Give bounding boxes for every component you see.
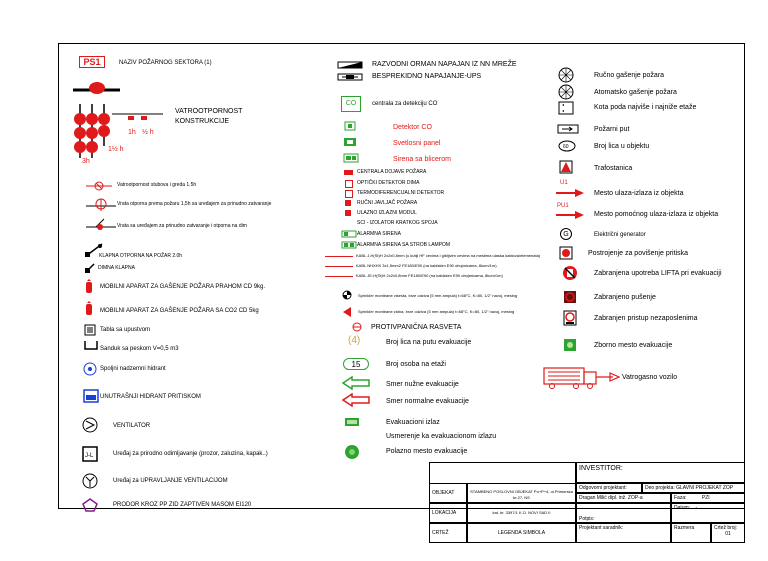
penetration-seal-icon bbox=[82, 498, 98, 512]
start-point-icon bbox=[344, 444, 360, 460]
date-row bbox=[671, 503, 745, 523]
col2-red-item: Detektor CO bbox=[393, 124, 432, 131]
col3-item-label: Zabranjen pristup nezaposlenima bbox=[594, 315, 698, 322]
cable-line-3 bbox=[325, 276, 353, 277]
location-label: LOKACIJA bbox=[429, 503, 467, 523]
drawing-value: LEGENDA SIMBOLA bbox=[467, 523, 576, 543]
phase-label: Faza: bbox=[674, 495, 687, 501]
distribution-panel-icon bbox=[337, 61, 363, 69]
col1-item-label: Vrata otporna prema požaru 1,5h sa uređajem za prinudno zatvaranje bbox=[117, 201, 272, 207]
rating-1h: 1h bbox=[128, 129, 136, 136]
col3-item-label: Kota poda najviše i najniže etaže bbox=[594, 104, 697, 111]
col3-item-label: Broj lica u objektu bbox=[594, 143, 650, 150]
cable-line-1 bbox=[325, 256, 353, 257]
object-label: OBJEKAT bbox=[429, 483, 467, 503]
fire-door-self-closing-icon bbox=[86, 198, 116, 212]
fire-alarm-central-icon bbox=[344, 170, 353, 175]
io-module-icon bbox=[345, 210, 351, 216]
small-item: SCI - IZOLATOR KRATKOG SPOJA bbox=[357, 220, 438, 226]
col3-item-label: Zborno mesto evakuacije bbox=[594, 342, 673, 349]
date-label: Datum: bbox=[674, 505, 691, 511]
col3-item-label: Zabranjena upotreba LIFTA pri evakuaciji bbox=[594, 270, 722, 277]
door-self-closing-icon bbox=[86, 218, 116, 234]
object-value: STAMBENO POSLOVNI OBJEKAT Po+P+4, ul.Primorska br.27, NS bbox=[467, 483, 576, 503]
fire-wall-label-2: KONSTRUKCIJE bbox=[175, 118, 230, 125]
small-item: CENTRALA DOJAVE POŽARA bbox=[357, 169, 427, 175]
col3-item-label: Trafostanica bbox=[594, 165, 633, 172]
cable-label: KABL JE-H(St)H 2x2x0,8mm FE180/E90 (na kablskim E90 obujmicama, 8kom/1m) bbox=[356, 273, 503, 278]
outdoor-hydrant-icon bbox=[83, 362, 97, 376]
sand-box-icon bbox=[84, 340, 98, 350]
project-part-label: Deo projekta: bbox=[645, 485, 675, 491]
investor-label: INVESTITOR: bbox=[576, 462, 745, 483]
col3-item-label: Požarni put bbox=[594, 126, 630, 133]
entry-exit-tag: U1 bbox=[560, 180, 568, 186]
optical-smoke-detector-icon bbox=[345, 180, 353, 188]
drawing-label: CRTEŽ bbox=[429, 523, 467, 543]
resp-designer-label: Odgovorni projektant: bbox=[576, 483, 642, 493]
col1-item-label: MOBILNI APARAT ZA GAŠENJE POŽARA PRAHOM CD 9kg. bbox=[100, 284, 266, 290]
date-value: - bbox=[695, 505, 698, 511]
wall-sprinkler-icon bbox=[342, 306, 352, 318]
manual-call-point-icon bbox=[345, 200, 351, 206]
sprinkler-label: Sprinkler montirane visesta, brze odziva (5 mm ampula) t=68°C, K=80, 1/2" navoj, mesing bbox=[358, 293, 518, 298]
instructions-board-icon bbox=[84, 324, 96, 336]
ps1-badge: PS1 bbox=[79, 56, 105, 68]
col1-item-label: Sanduk sa peskom V=0,5 m3 bbox=[100, 346, 179, 352]
col3-item-label: Mesto ulaza-izlaza iz objekta bbox=[594, 190, 684, 197]
pressure-station-icon bbox=[559, 246, 573, 260]
light-panel-icon bbox=[343, 137, 357, 147]
col3-item-label: Električni generator bbox=[594, 232, 646, 238]
col1-item-label: Vatrootpornost stubova i greda 1.5h bbox=[117, 182, 197, 188]
col1-item-label: Uređaj za UPRAVLJANJE VENTILACIJOM bbox=[113, 478, 228, 484]
auxiliary-entry-tag: PU1 bbox=[557, 203, 569, 209]
col2-item-label: Broj osoba na etaži bbox=[386, 361, 446, 368]
col1-item-label: Spoljni nadzemni hidrant bbox=[100, 366, 166, 372]
alarm-siren-icon bbox=[341, 230, 357, 238]
col1-item-label: UNUTRAŠNJI HIDRANT PRITISKOM bbox=[100, 394, 201, 400]
col1-item-label: PRODOR KROZ PP ZID ZAPTIVEN MASOM EI120 bbox=[113, 502, 252, 508]
small-item: TERMODIFERENCIJALNI DETEKTOR bbox=[357, 190, 445, 196]
col1-item-label: KLAPNA OTPORNA NA POŽAR 2.0h bbox=[99, 253, 183, 259]
svg-text:J-L: J-L bbox=[85, 453, 94, 459]
rating-1-half-h: 1½ h bbox=[108, 146, 124, 153]
col3-item-label: Vatrogasno vozilo bbox=[622, 374, 678, 381]
no-lift-icon bbox=[562, 265, 578, 281]
panic-lighting-icon bbox=[352, 322, 362, 332]
small-item: OPTIČKI DETEKTOR DIMA bbox=[357, 180, 420, 186]
emergency-evacuation-arrow-icon bbox=[342, 376, 370, 390]
generator-icon: G bbox=[560, 228, 572, 240]
col2-item-label: Polazno mesto evakuacije bbox=[386, 448, 468, 455]
fire-truck-icon bbox=[540, 364, 620, 390]
co-detector-icon bbox=[344, 121, 356, 131]
ups-label: BESPREKIDNO NAPAJANJE-UPS bbox=[372, 73, 482, 80]
col1-item-label: Uređaj za prirodno odimljavanje (prozor, zaluzina, kapak..) bbox=[113, 451, 268, 457]
col3-item-label: Ručno gašenje požara bbox=[594, 72, 665, 79]
col2-item-label: Usmerenje ka evakuacionom izlazu bbox=[386, 433, 497, 440]
sheet-number-cell bbox=[711, 523, 745, 543]
floor-level-icon bbox=[558, 101, 574, 115]
col2-red-item: Svetlosni panel bbox=[393, 140, 441, 147]
col3-item-label: Zabranjeno pušenje bbox=[594, 294, 656, 301]
col3-item-label: Postrojenje za povišenje pritiska bbox=[588, 250, 688, 257]
cable-line-2 bbox=[325, 266, 353, 267]
ventilation-control-icon bbox=[82, 473, 98, 489]
thermo-detector-icon bbox=[345, 190, 353, 198]
col2-item-label: Evakuacioni izlaz bbox=[386, 419, 440, 426]
smoke-damper-icon bbox=[84, 261, 96, 273]
persons-per-floor-icon: 15 bbox=[343, 358, 369, 370]
rating-half-h: ½ h bbox=[142, 129, 154, 136]
persons-on-route-icon: (4) bbox=[348, 335, 361, 346]
col2-item-label: Broj lica na putu evakuacije bbox=[386, 339, 472, 346]
fire-route-icon bbox=[557, 124, 579, 134]
no-smoking-icon bbox=[563, 290, 577, 304]
small-item: ALARMNA SIRENA SA STROB LAMPOM bbox=[357, 242, 451, 248]
small-item: RUČNI JAVLJAČ POŽARA bbox=[357, 200, 418, 206]
transformer-icon bbox=[559, 160, 573, 174]
sprinkler-label: Sprinkler montirane zidna, brze odziva (5 mm ampula) t=68°C, K=80, 1/2" navoj, mesing bbox=[358, 309, 515, 314]
svg-text:60: 60 bbox=[563, 144, 569, 150]
project-part-value: GLAVNI PROJEKAT ZOP bbox=[676, 485, 734, 491]
ps1-label: NAZIV POŽARNOG SEKTORA (1) bbox=[119, 60, 212, 66]
scale-label: Razmera bbox=[671, 523, 711, 543]
natural-smoke-vent-icon bbox=[82, 446, 98, 462]
fan-icon bbox=[82, 417, 98, 433]
entry-exit-arrow-icon bbox=[555, 188, 585, 198]
associate-label: Projektant saradnik: bbox=[576, 523, 671, 543]
col3-item-label: Mesto pomoćnog ulaza-izlaza iz objekta bbox=[594, 211, 719, 218]
panic-label: PROTIVPANIČNA RASVETA bbox=[371, 324, 462, 331]
persons-in-building-icon bbox=[558, 140, 576, 152]
co-central-label: centrala za detekciju CO bbox=[372, 101, 438, 107]
small-item: ULAZNO IZLAZNI MODUL bbox=[357, 210, 417, 216]
col2-item-label: Smer normalne evakuacije bbox=[386, 398, 469, 405]
location-value: kat. br. 3397/1 K.O. NOVI SAD II bbox=[467, 503, 576, 523]
pendant-sprinkler-icon bbox=[342, 290, 352, 300]
rating-3h: 3h bbox=[82, 158, 90, 165]
col1-item-label: Tabla sa upustvom bbox=[100, 327, 151, 333]
sheet-value: 01 bbox=[725, 531, 731, 537]
blank-cell bbox=[429, 462, 576, 483]
signature-label: Potpis: bbox=[576, 503, 671, 523]
manual-extinguish-icon bbox=[558, 67, 574, 83]
no-unauthorized-icon bbox=[563, 310, 577, 326]
auxiliary-entry-arrow-icon bbox=[555, 210, 585, 220]
small-item: ALARMNA SIRENA bbox=[357, 231, 401, 237]
sheet-label: Crtež broj: bbox=[714, 525, 738, 531]
phase-row bbox=[671, 493, 745, 503]
col1-item-label: DIMNA KLAPNA bbox=[98, 265, 135, 271]
fire-wall-label: VATROOTPORNOST bbox=[175, 108, 243, 115]
phase-value: PZI bbox=[701, 495, 710, 501]
alarm-siren-strobe-icon bbox=[341, 241, 357, 249]
col2-red-item: Sirena sa blicerom bbox=[393, 156, 451, 163]
ups-icon bbox=[337, 73, 363, 81]
evacuation-exit-icon bbox=[344, 417, 360, 427]
col1-item-label: Vrata sa uređajem za prinudno zatvaranje i otporna na dim bbox=[117, 223, 247, 229]
indoor-hydrant-icon bbox=[83, 389, 99, 403]
col1-item-label: VENTILATOR bbox=[113, 423, 151, 429]
co-central-icon: CO bbox=[341, 96, 361, 112]
designer-name: Dragan Milić dipl. inž. ZOP-a bbox=[576, 493, 671, 503]
siren-flasher-icon bbox=[343, 153, 359, 163]
title-block bbox=[429, 462, 745, 537]
col3-item-label: Atomatsko gašenje požara bbox=[594, 89, 677, 96]
project-part-row bbox=[642, 483, 745, 493]
automatic-extinguish-icon bbox=[558, 84, 574, 100]
panel-label: RAZVODNI ORMAN NAPAJAN IZ NN MREŽE bbox=[372, 61, 517, 68]
cable-label: KABL J-H(St)H 2x2x0,8mm (u kutiji HF cevima i gibljivim cevima na mestima ulaska kablova/elemenata) bbox=[356, 253, 541, 258]
fire-resistant-column-icon bbox=[86, 180, 112, 192]
mobile-extinguisher-powder-icon bbox=[84, 278, 94, 294]
col1-item-label: MOBILNI APARAT ZA GAŠENJE POŽARA SA CO2 CD 5kg bbox=[100, 308, 259, 314]
mobile-extinguisher-co2-icon bbox=[84, 300, 94, 316]
cable-label: KABL NHXHX 3x1,5mm2 FE180/E90 (na kablskim E90 obujmicama, 8kom/1m) bbox=[356, 263, 497, 268]
assembly-point-icon bbox=[563, 338, 577, 352]
normal-evacuation-arrow-icon bbox=[342, 393, 370, 407]
col2-item-label: Smer nužne evakuacije bbox=[386, 381, 459, 388]
